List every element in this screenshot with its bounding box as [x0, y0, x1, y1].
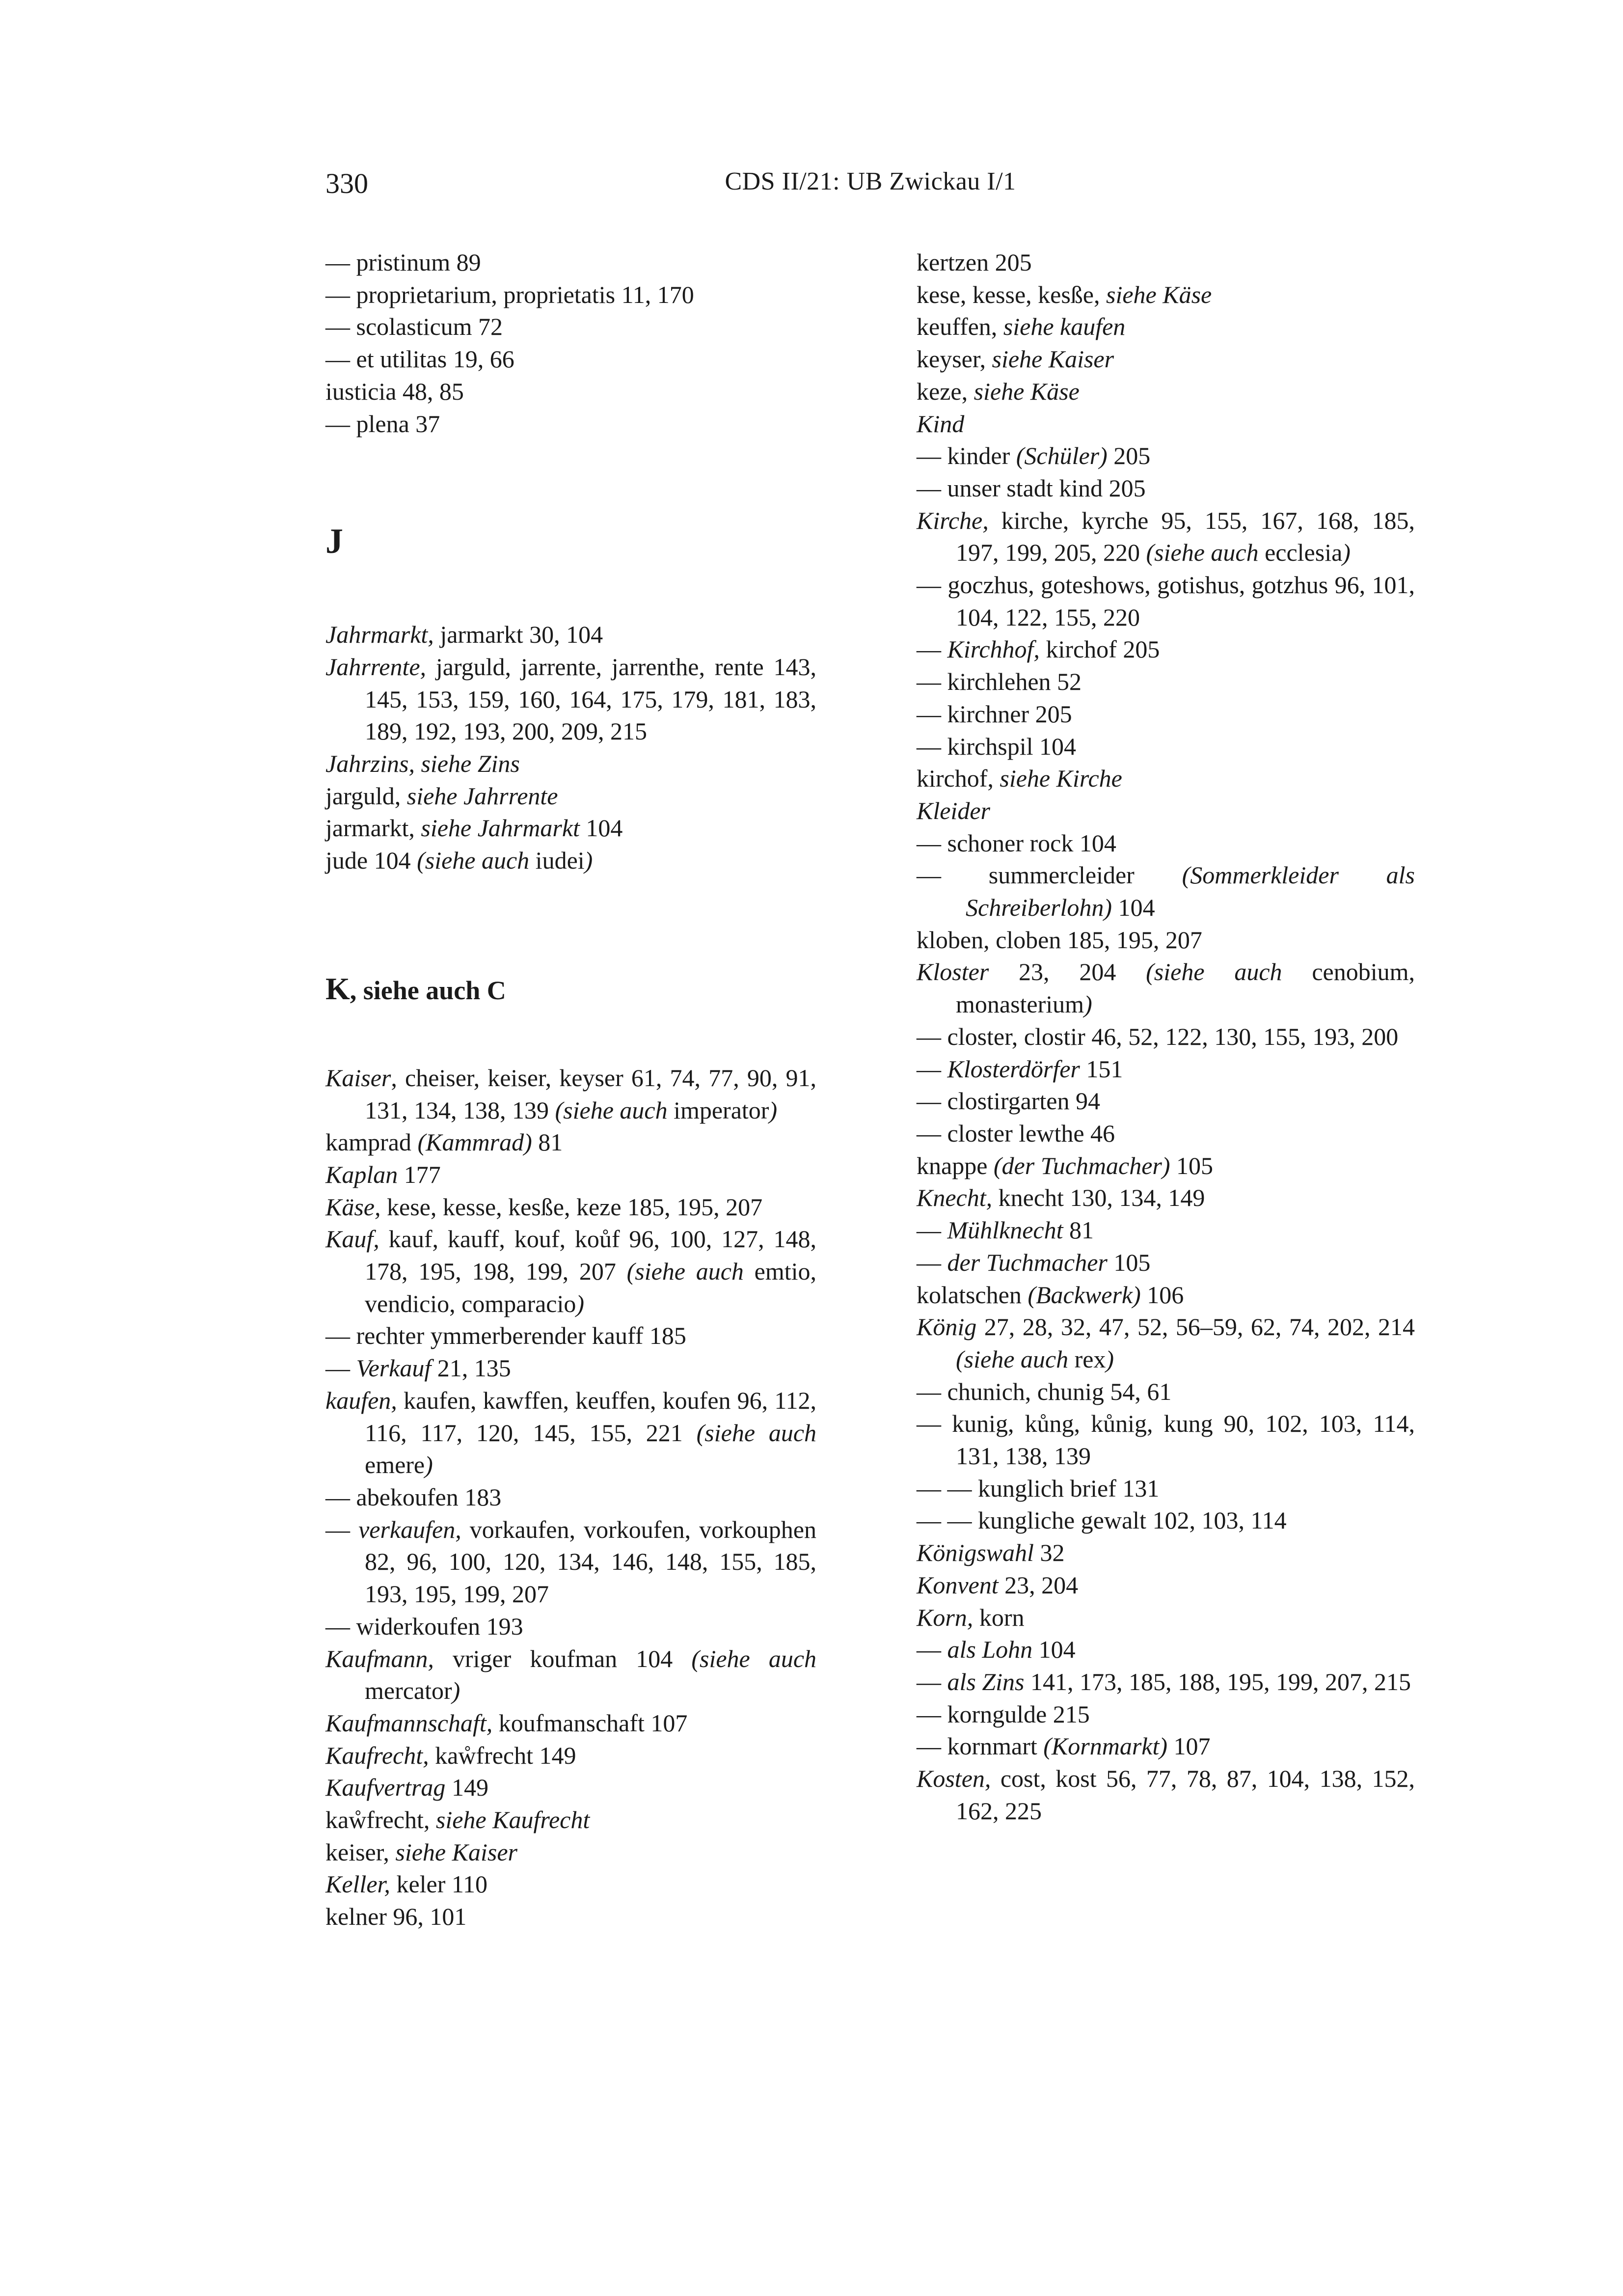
entry-text: kirchof 205: [1039, 635, 1160, 663]
entry-text: Kauf,: [325, 1225, 379, 1253]
entry-text: siehe Käse: [1106, 280, 1212, 308]
entry-text: keler 110: [390, 1870, 488, 1898]
entry-text: kamprad: [325, 1128, 418, 1156]
index-entry: [325, 376, 816, 408]
entry-text: Kaufrecht,: [325, 1741, 429, 1769]
entry-text: kese, kesse, kesße, keze 185, 195, 207: [380, 1193, 763, 1221]
entry-text: Klosterdörfer: [947, 1055, 1080, 1083]
index-entry: [917, 633, 1415, 666]
index-entry: [917, 440, 1415, 472]
entry-text: Kaufmann,: [325, 1644, 434, 1672]
index-entry: [917, 1730, 1415, 1763]
entry-text: (siehe auch: [956, 1345, 1069, 1373]
index-entry: [325, 1868, 816, 1901]
entry-text: keuffen,: [917, 313, 1003, 341]
entry-text: Jahrzins, siehe Zins: [325, 750, 520, 778]
entry-text: siehe Kirche: [1000, 765, 1122, 793]
entry-text: (siehe auch: [691, 1644, 817, 1672]
entry-text: Jahrmarkt,: [325, 621, 434, 649]
entry-text: siehe Jahrrente: [406, 782, 558, 810]
entry-text: — schoner rock 104: [917, 829, 1116, 857]
index-entry: [917, 666, 1415, 698]
entry-text: jarguld, jarrente, jarrenthe, rente 143, 145, 153, 159, 160, 164, 175, 179, 181, 183, 189, 192, 193, 200, 209, 215: [365, 653, 816, 745]
entry-text: (Schüler): [1016, 442, 1108, 470]
entry-text: — chunich, chunig 54, 61: [917, 1377, 1172, 1405]
index-entry: [917, 1408, 1415, 1472]
entry-text: —: [917, 1667, 947, 1695]
entry-text: jarmarkt 30, 104: [433, 621, 603, 649]
entry-text: jarmarkt,: [325, 814, 421, 842]
index-column-left: [325, 246, 816, 1933]
entry-text: kaẘfrecht 149: [429, 1741, 576, 1769]
index-entry: [325, 812, 816, 845]
index-entry: [917, 956, 1415, 1020]
index-entry: [325, 780, 816, 813]
entry-text: , cheiser, keiser, keyser 61, 74, 77, 90, 91, 131, 134, 138, 139: [365, 1064, 816, 1124]
entry-text: kirche, kyrche 95, 155, 167, 168, 185, 197, 199, 205, 220: [956, 506, 1415, 567]
index-entry: [325, 1772, 816, 1804]
entry-text: —: [917, 1248, 947, 1276]
index-entry: [325, 1159, 816, 1191]
entry-text: (siehe auch: [1146, 539, 1259, 567]
entry-text: —: [917, 1216, 947, 1244]
index-entry: [325, 343, 816, 376]
entry-text: 23, 204: [989, 958, 1146, 986]
entry-text: — pristinum 89: [325, 248, 481, 276]
index-entry: [917, 279, 1415, 311]
entry-text: kirchof,: [917, 765, 1000, 793]
entry-text: —: [917, 1055, 947, 1083]
entry-text: — summercleider: [917, 861, 1182, 889]
entry-text: K: [325, 971, 350, 1006]
entry-text: Kloster: [917, 958, 989, 986]
index-entry: [917, 472, 1415, 505]
index-entry: [325, 1352, 816, 1385]
entry-text: kaẘfrecht,: [325, 1806, 436, 1834]
index-entry: [917, 827, 1415, 860]
entry-text: verkaufen,: [358, 1515, 461, 1543]
entry-text: 104: [579, 814, 623, 842]
entry-text: 105: [1170, 1151, 1214, 1179]
entry-text: vorkaufen, vorkoufen, vorkouphen 82, 96, 100, 120, 134, 146, 148, 155, 185, 193, 195, 199, 207: [365, 1515, 816, 1608]
index-entry: [917, 1053, 1415, 1086]
page-number: 330: [325, 167, 368, 199]
entry-text: — kornmart: [917, 1732, 1044, 1760]
entry-text: — et utilitas 19, 66: [325, 345, 514, 373]
entry-text: 141, 173, 185, 188, 195, 199, 207, 215: [1024, 1667, 1411, 1695]
section-letter-j: [325, 521, 816, 561]
entry-text: Kaiser: [325, 1064, 391, 1092]
section-letter-k: [325, 969, 816, 1010]
entry-text: ): [425, 1451, 433, 1479]
entry-text: (siehe auch: [696, 1419, 817, 1447]
entry-text: Königswahl: [917, 1539, 1034, 1567]
index-entry: [325, 748, 816, 780]
index-entry: [325, 1481, 816, 1514]
entry-text: 27, 28, 32, 47, 52, 56–59, 62, 74, 202, 214: [976, 1313, 1415, 1341]
entry-text: ): [1106, 1345, 1114, 1373]
index-entry: [917, 376, 1415, 408]
entry-text: Keller,: [325, 1870, 390, 1898]
entry-text: imperator: [667, 1096, 769, 1124]
index-entry: [917, 569, 1415, 633]
index-entry: [325, 1320, 816, 1352]
index-entry: [917, 1279, 1415, 1312]
index-entry: [917, 1698, 1415, 1731]
entry-text: König: [917, 1313, 977, 1341]
entry-text: kelner 96, 101: [325, 1903, 467, 1931]
entry-text: (Backwerk): [1028, 1281, 1141, 1309]
index-entry: [325, 619, 816, 651]
entry-text: 104: [1032, 1636, 1076, 1664]
index-entry: [325, 1062, 816, 1126]
entry-text: vriger koufman 104: [433, 1644, 692, 1672]
index-entry: [917, 1473, 1415, 1505]
index-entry: [325, 311, 816, 343]
entry-text: ecclesia: [1258, 539, 1343, 567]
entry-text: siehe Jahrmarkt: [421, 814, 580, 842]
index-entry: [917, 1085, 1415, 1118]
index-entry: [917, 1634, 1415, 1666]
entry-text: (Kammrad): [417, 1128, 532, 1156]
index-entry: [917, 1504, 1415, 1537]
entry-text: (Kornmarkt): [1043, 1732, 1168, 1760]
entry-text: 21, 135: [431, 1354, 511, 1382]
index-entry: [917, 311, 1415, 343]
index-column-right: [917, 246, 1415, 1827]
entry-text: Kaufvertrag: [325, 1774, 446, 1802]
entry-text: kese, kesse, kesße,: [917, 280, 1106, 308]
entry-text: siehe kaufen: [1003, 313, 1126, 341]
index-entry: [917, 1150, 1415, 1182]
entry-text: , siehe auch C: [350, 975, 506, 1005]
entry-text: (siehe auch: [555, 1096, 668, 1124]
entry-text: siehe Kaiser: [395, 1838, 517, 1866]
entry-text: — kinder: [917, 442, 1016, 470]
entry-text: jarguld,: [325, 782, 407, 810]
entry-text: Konvent: [917, 1571, 999, 1599]
entry-text: Kleider: [917, 796, 990, 824]
entry-text: ): [1342, 539, 1351, 567]
entry-text: siehe Kaufrecht: [435, 1806, 590, 1834]
entry-text: Käse,: [325, 1193, 381, 1221]
entry-text: jude 104: [325, 847, 417, 875]
entry-text: —: [917, 1636, 947, 1664]
entry-text: — korngulde 215: [917, 1700, 1090, 1728]
entry-text: 177: [398, 1160, 441, 1188]
index-entry: [917, 1569, 1415, 1602]
entry-text: ): [769, 1096, 778, 1124]
index-entry: [325, 408, 816, 440]
index-entry: [917, 795, 1415, 827]
entry-text: — plena 37: [325, 410, 440, 437]
entry-text: Kind: [917, 410, 965, 437]
entry-text: 105: [1107, 1248, 1151, 1276]
entry-text: (siehe auch: [417, 847, 530, 875]
entry-text: cenobium, monasterium: [956, 958, 1415, 1018]
index-entry: [917, 408, 1415, 440]
entry-text: Jahrrente,: [325, 653, 427, 681]
index-entry: [325, 1740, 816, 1772]
entry-text: korn: [973, 1603, 1025, 1631]
entry-text: ): [584, 847, 593, 875]
index-entry: [917, 859, 1415, 924]
entry-text: als Lohn: [947, 1636, 1033, 1664]
index-entry: [325, 1126, 816, 1159]
entry-text: — scolasticum 72: [325, 313, 503, 341]
entry-text: — kirchner 205: [917, 700, 1072, 728]
index-entry: [917, 1247, 1415, 1279]
index-entry: [917, 1311, 1415, 1375]
index-entry: [325, 246, 816, 279]
entry-text: 32: [1033, 1539, 1065, 1567]
entry-text: 81: [532, 1128, 563, 1156]
entry-text: — closter, clostir 46, 52, 122, 130, 155, 193, 200: [917, 1022, 1399, 1050]
entry-text: siehe Kaiser: [992, 345, 1114, 373]
entry-text: kaufen,: [325, 1386, 397, 1414]
entry-text: iusticia 48, 85: [325, 377, 464, 405]
index-entry: [917, 1182, 1415, 1214]
entry-text: rex: [1068, 1345, 1106, 1373]
entry-text: keiser,: [325, 1838, 396, 1866]
entry-text: keyser,: [917, 345, 992, 373]
index-entry: [325, 279, 816, 311]
page-header: [325, 167, 1415, 206]
entry-text: —: [917, 635, 947, 663]
entry-text: — abekoufen 183: [325, 1483, 502, 1511]
entry-text: knecht 130, 134, 149: [992, 1184, 1205, 1212]
entry-text: keze,: [917, 377, 974, 405]
entry-text: mercator: [365, 1677, 452, 1705]
entry-text: — closter lewthe 46: [917, 1119, 1115, 1147]
entry-text: ): [1084, 990, 1092, 1018]
index-entry: [325, 1611, 816, 1643]
entry-text: 23, 204: [998, 1571, 1079, 1599]
entry-text: 151: [1080, 1055, 1123, 1083]
entry-text: — proprietarium, proprietatis 11, 170: [325, 280, 694, 308]
entry-text: — kirchlehen 52: [917, 668, 1082, 696]
entry-text: emere: [365, 1451, 425, 1479]
entry-text: (der Tuchmacher): [993, 1151, 1170, 1179]
index-entry: [917, 1118, 1415, 1150]
index-entry: [325, 651, 816, 748]
entry-text: (Sommerkleider als Schreiberlohn): [966, 861, 1415, 922]
index-entry: [917, 343, 1415, 376]
index-entry: [917, 1537, 1415, 1569]
entry-text: 149: [445, 1774, 488, 1802]
entry-text: kertzen 205: [917, 248, 1032, 276]
entry-text: — unser stadt kind 205: [917, 474, 1146, 502]
index-entry: [917, 1666, 1415, 1698]
entry-text: — — kungliche gewalt 102, 103, 114: [917, 1506, 1287, 1534]
index-entry: [325, 1191, 816, 1224]
index-entry: [917, 1214, 1415, 1247]
entry-text: — — kunglich brief 131: [917, 1474, 1160, 1502]
entry-text: — kunig, kůng, kůnig, kung 90, 102, 103, 114, 131, 138, 139: [917, 1410, 1415, 1470]
index-entry: [325, 1836, 816, 1869]
entry-text: der Tuchmacher: [947, 1248, 1108, 1276]
index-entry: [325, 1385, 816, 1481]
index-entry: [917, 1763, 1415, 1827]
entry-text: Kirchhof,: [947, 635, 1040, 663]
entry-text: Kaplan: [325, 1160, 398, 1188]
index-entry: [325, 1901, 816, 1933]
entry-text: —: [325, 1354, 356, 1382]
entry-text: knappe: [917, 1151, 994, 1179]
entry-text: als Zins: [947, 1667, 1025, 1695]
entry-text: 205: [1107, 442, 1151, 470]
running-head: CDS II/21: UB Zwickau I/1: [725, 167, 1016, 195]
index-entry: [917, 1602, 1415, 1634]
index-entry: [917, 924, 1415, 957]
index-entry: [917, 731, 1415, 763]
entry-text: Kosten,: [917, 1765, 991, 1793]
index-entry: [917, 505, 1415, 569]
entry-text: kauf, kauff, kouf, koůf 96, 100, 127, 148, 178, 195, 198, 199, 207: [365, 1225, 816, 1285]
entry-text: 81: [1063, 1216, 1094, 1244]
entry-text: Kaufmannschaft,: [325, 1709, 493, 1737]
index-entry: [325, 845, 816, 877]
entry-text: 104: [1112, 894, 1155, 922]
entry-text: Mühlknecht: [947, 1216, 1063, 1244]
index-entry: [325, 1707, 816, 1740]
entry-text: cost, kost 56, 77, 78, 87, 104, 138, 152, 162, 225: [956, 1765, 1415, 1825]
entry-text: kaufen, kawffen, keuffen, koufen 96, 112, 116, 117, 120, 145, 155, 221: [365, 1386, 816, 1447]
index-entry: [325, 1514, 816, 1611]
entry-text: — goczhus, goteshows, gotishus, gotzhus 96, 101, 104, 122, 155, 220: [917, 571, 1415, 631]
entry-text: J: [325, 521, 343, 561]
index-entry: [325, 1643, 816, 1707]
entry-text: — rechter ymmerberender kauff 185: [325, 1322, 686, 1350]
index-entry: [917, 1376, 1415, 1408]
index-entry: [325, 1804, 816, 1836]
entry-text: (siehe auch: [1146, 958, 1282, 986]
entry-text: Korn,: [917, 1603, 974, 1631]
entry-text: 106: [1140, 1281, 1184, 1309]
index-entry: [917, 698, 1415, 731]
entry-text: kloben, cloben 185, 195, 207: [917, 926, 1202, 954]
entry-text: Verkauf: [356, 1354, 432, 1382]
index-entry: [917, 763, 1415, 795]
entry-text: kolatschen: [917, 1281, 1028, 1309]
index-entry: [325, 1223, 816, 1320]
entry-text: ): [452, 1677, 460, 1705]
entry-text: — clostirgarten 94: [917, 1087, 1100, 1115]
entry-text: siehe Käse: [974, 377, 1080, 405]
index-entry: [917, 1021, 1415, 1053]
entry-text: — widerkoufen 193: [325, 1612, 523, 1640]
entry-text: koufmanschaft 107: [492, 1709, 688, 1737]
entry-text: ): [576, 1289, 585, 1317]
entry-text: 107: [1167, 1732, 1211, 1760]
entry-text: — kirchspil 104: [917, 732, 1076, 760]
entry-text: emtio, vendicio, comparacio: [365, 1257, 817, 1317]
entry-text: —: [325, 1515, 359, 1543]
entry-text: (siehe auch: [626, 1257, 744, 1285]
entry-text: iudei: [529, 847, 585, 875]
index-entry: [917, 246, 1415, 279]
entry-text: Kirche,: [917, 506, 989, 534]
entry-text: Knecht,: [917, 1184, 993, 1212]
